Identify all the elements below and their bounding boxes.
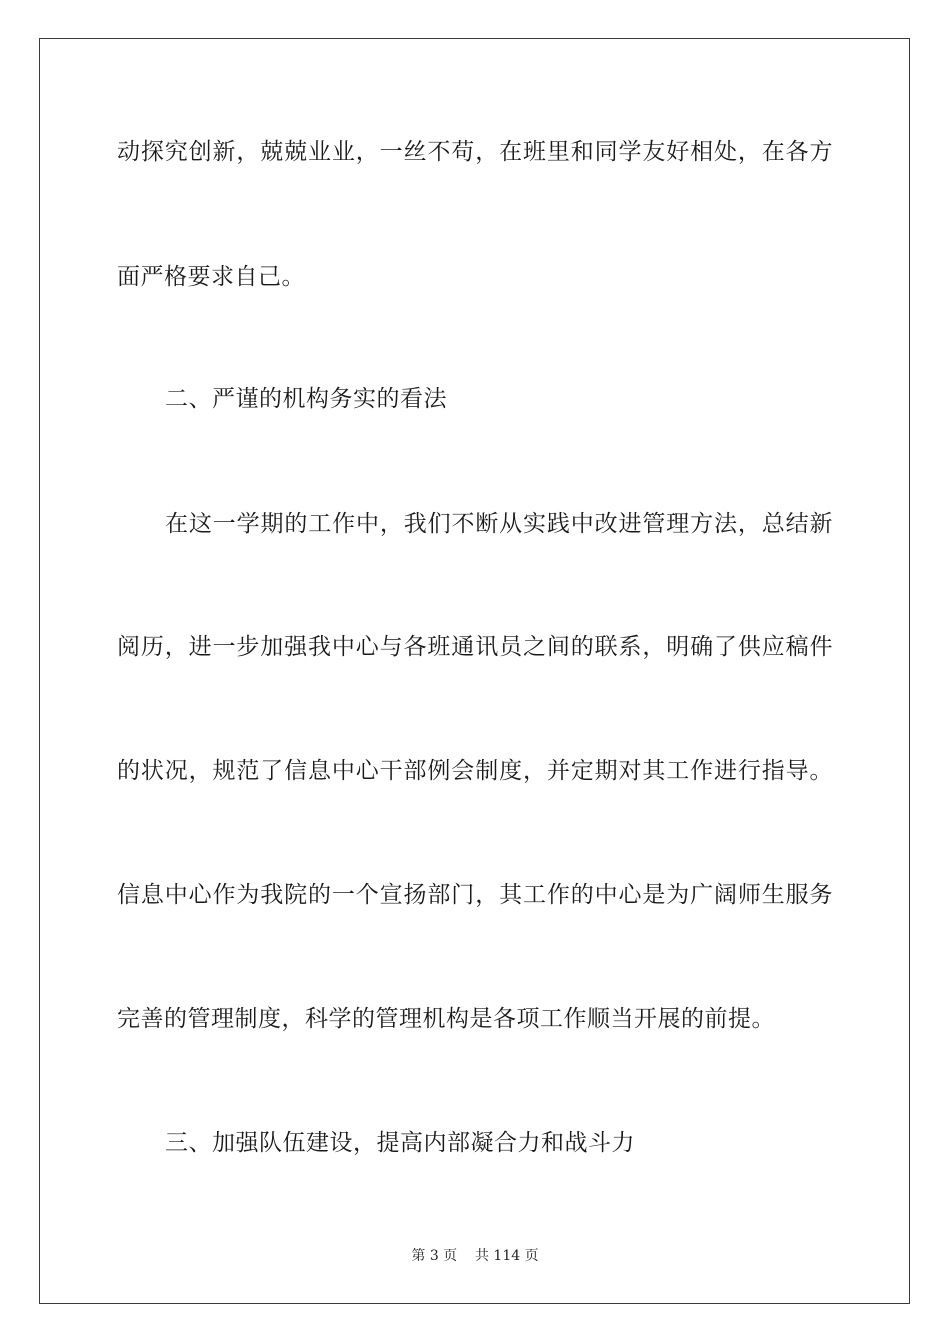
page-border xyxy=(39,38,910,1304)
body-text-line: 的状况，规范了信息中心干部例会制度，并定期对其工作进行指导。 xyxy=(117,758,833,784)
section-heading: 三、加强队伍建设，提高内部凝合力和战斗力 xyxy=(165,1130,635,1156)
section-heading: 二、严谨的机构务实的看法 xyxy=(165,386,447,412)
body-text-line: 动探究创新，兢兢业业，一丝不苟，在班里和同学友好相处，在各方 xyxy=(117,139,833,165)
body-text-line: 面严格要求自己。 xyxy=(117,264,305,290)
page-number-footer: 第 3 页 共 114 页 xyxy=(411,1248,539,1264)
body-text-line: 完善的管理制度，科学的管理机构是各项工作顺当开展的前提。 xyxy=(117,1006,775,1032)
body-text-line: 阅历，进一步加强我中心与各班通讯员之间的联系，明确了供应稿件 xyxy=(117,634,833,660)
body-text-line: 信息中心作为我院的一个宣扬部门，其工作的中心是为广阔师生服务 xyxy=(117,882,833,908)
body-text-line: 在这一学期的工作中，我们不断从实践中改进管理方法，总结新 xyxy=(165,511,833,537)
